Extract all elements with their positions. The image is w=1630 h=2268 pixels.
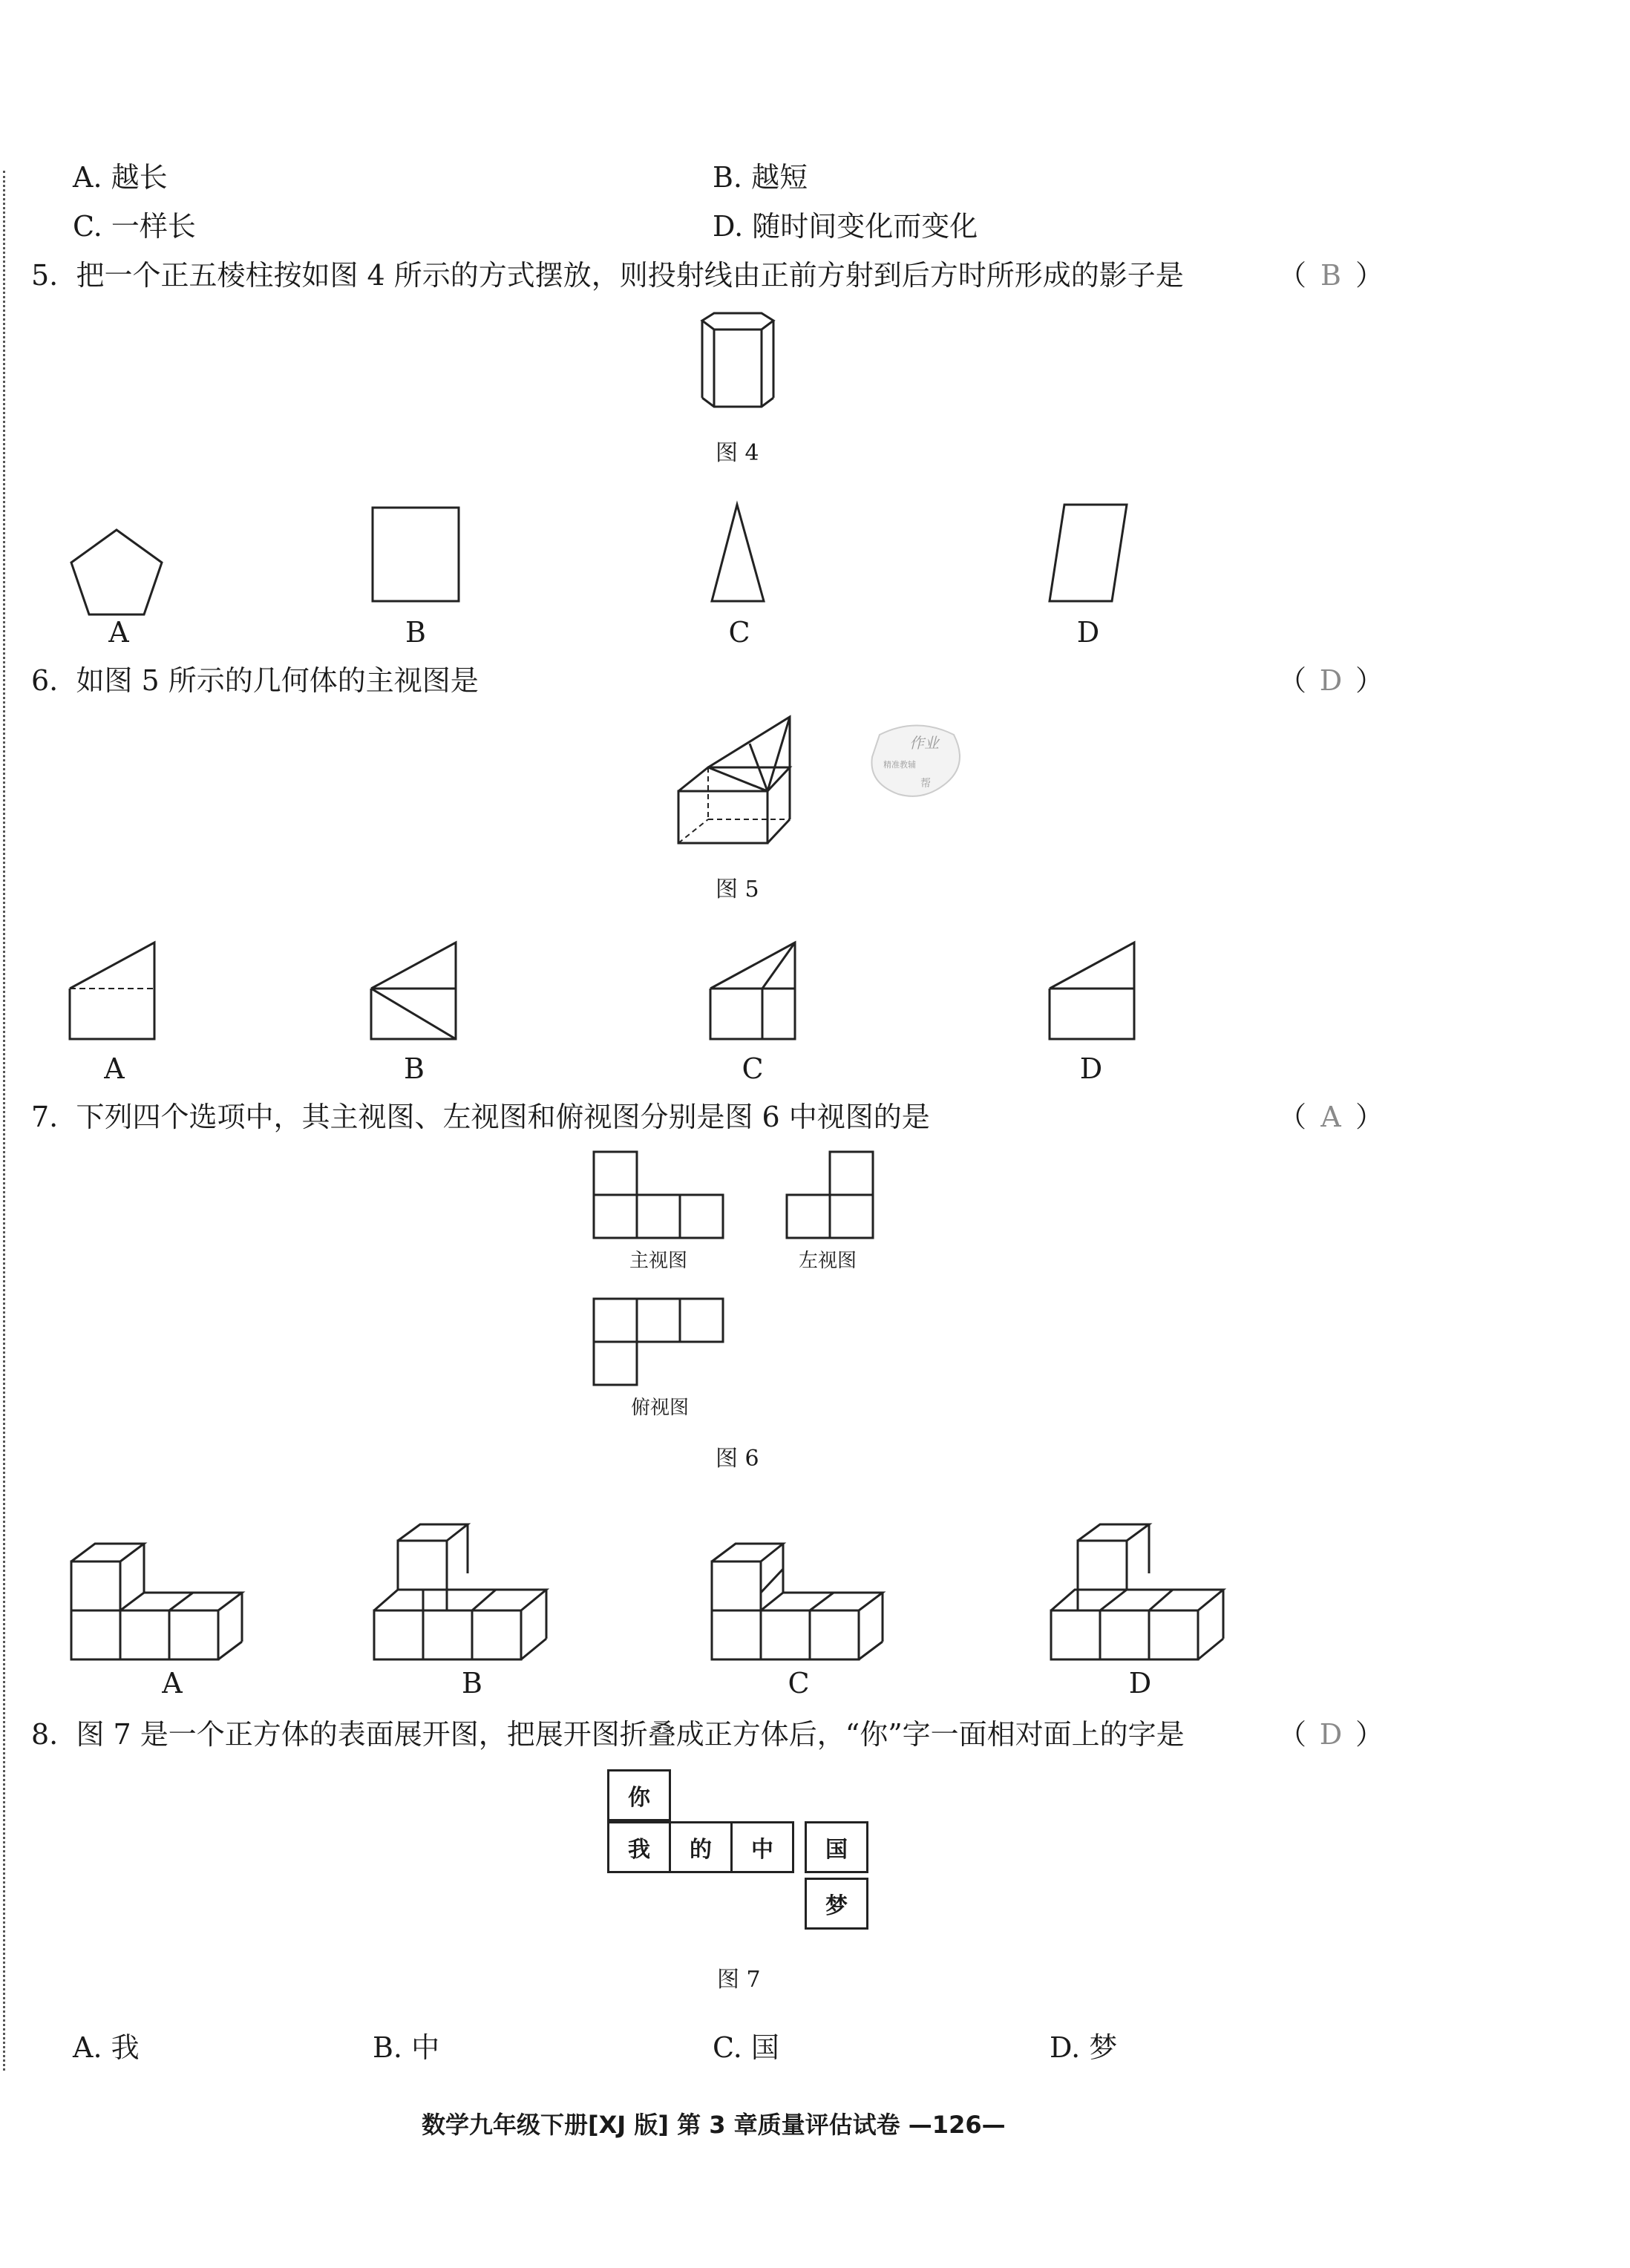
q6-label-c: C [742,1052,764,1085]
q6-option-c-view [709,941,798,1041]
q5-label-d: D [1076,616,1100,649]
question-text: 图 7 是一个正方体的表面展开图，把展开图折叠成正方体后，“你”字一面相对面上的字是 [76,1718,1185,1751]
q7-option-a-cubes [68,1529,276,1662]
q8-option-c: C. 国 [713,2031,779,2064]
q5-stem [31,259,1184,292]
q4-option-a: A. 越长 [73,161,168,194]
question-text: 把一个正五棱柱按如图 4 所示的方式摆放，则投射线由正前方射到后方时所形成的影子是 [76,259,1184,292]
stamp-line2: 精准教辅 [883,760,916,770]
stamp-line1: 作业 [909,734,939,752]
answer-value: D [1319,664,1343,697]
q8-option-d: D. 梦 [1050,2031,1118,2064]
figure-5-caption: 图 5 [716,876,759,902]
top-view [592,1297,726,1386]
net-cell: 的 [669,1821,733,1873]
question-text: 如图 5 所示的几何体的主视图是 [76,664,479,697]
q8-option-b: B. 中 [373,2031,440,2064]
figure-4-prism [698,310,779,414]
question-number: 7. [31,1101,59,1133]
q5-label-b: B [405,616,426,649]
stamp-line3: 帮 [920,778,931,790]
figure-6-caption: 图 6 [716,1446,759,1472]
q4-option-b: B. 越短 [713,161,808,194]
figure-4-caption: 图 4 [716,440,759,466]
q4-option-d: D. 随时间变化而变化 [713,210,978,243]
question-number: 8. [31,1718,59,1751]
q6-option-d-view [1048,941,1137,1041]
q6-label-a: A [104,1052,125,1085]
q8-stem [31,1718,1185,1751]
net-cell: 我 [607,1821,671,1873]
q6-answer: （ D ） [1278,664,1384,697]
q6-option-b-view [370,941,459,1041]
q7-label-a: A [162,1667,183,1700]
q7-option-b-cubes [371,1507,579,1662]
q5-answer: （ B ） [1278,259,1384,292]
net-cell: 梦 [805,1878,868,1930]
left-view-label: 左视图 [799,1250,857,1272]
answer-value: A [1320,1101,1341,1133]
q7-label-b: B [462,1667,482,1700]
left-view [785,1150,877,1239]
q6-label-b: B [404,1052,425,1085]
q5-option-c-triangle [709,503,768,603]
front-view-label: 主视图 [629,1250,688,1272]
q7-answer: （ A ） [1278,1101,1384,1133]
answer-value: B [1320,259,1341,292]
q7-label-c: C [788,1667,810,1700]
question-number: 6. [31,664,59,697]
q6-option-a-view [68,941,157,1041]
net-cell: 中 [730,1821,794,1873]
q7-label-d: D [1128,1667,1152,1700]
q4-option-c: C. 一样长 [73,210,196,243]
net-cell: 你 [607,1769,671,1821]
top-view-label: 俯视图 [631,1397,690,1419]
q5-label-c: C [728,616,750,649]
q7-stem [31,1103,930,1131]
front-view [592,1150,726,1239]
net-cell: 国 [805,1821,868,1873]
q6-stem [31,666,479,695]
figure-5-solid [675,714,802,848]
q5-label-a: A [108,616,129,649]
q7-option-d-cubes [1048,1507,1256,1662]
q7-option-c-cubes [709,1529,917,1662]
figure-7-caption: 图 7 [717,1967,761,1993]
q8-answer: （ D ） [1278,1718,1384,1751]
q6-label-d: D [1079,1052,1103,1085]
q5-option-a-pentagon [68,527,165,620]
page-footer: 数学九年级下册[XJ 版] 第 3 章质量评估试卷 —126— [422,2111,1006,2139]
binding-margin [3,171,5,2071]
q5-option-d-parallelogram [1048,503,1130,603]
question-number: 5. [31,259,59,292]
q5-option-b-square [371,506,462,603]
q8-option-a: A. 我 [73,2031,140,2064]
answer-value: D [1319,1718,1343,1751]
question-text: 下列四个选项中，其主视图、左视图和俯视图分别是图 6 中视图的是 [76,1101,930,1133]
